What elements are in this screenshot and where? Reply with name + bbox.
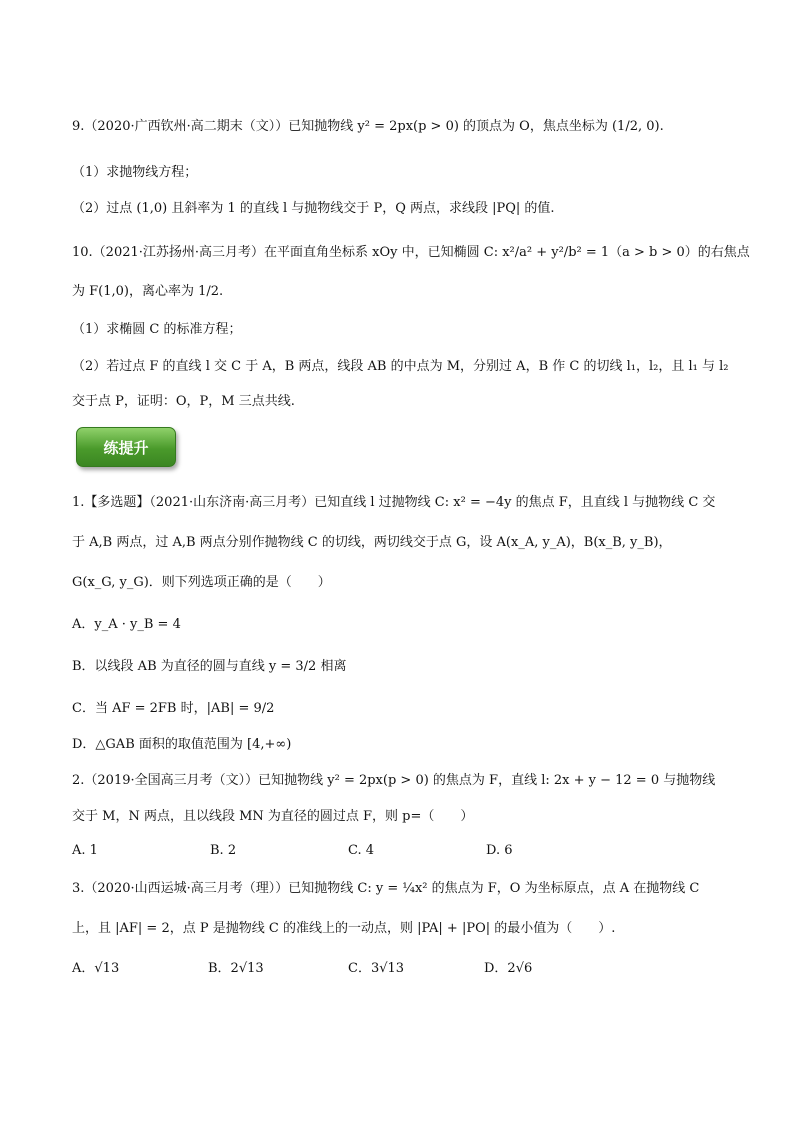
section-badge-label: 练提升 — [103, 438, 149, 457]
problem-3-option-a: A．√13 — [72, 961, 120, 976]
problem-1-option-a: A．y_A · y_B = 4 — [72, 617, 181, 632]
problem-1-option-d: D．△GAB 面积的取值范围为 [4,+∞) — [72, 737, 292, 752]
problem-9-part-1: （1）求抛物线方程； — [72, 165, 198, 180]
problem-3-option-b: B．2√13 — [208, 961, 264, 976]
problem-10-stem: 10.（2021·江苏扬州·高三月考）在平面直角坐标系 xOy 中，已知椭圆 C: x²/a² + y²/b² = 1（a > b > 0）的右焦点 — [72, 245, 750, 260]
problem-2-option-a: A. 1 — [72, 843, 98, 858]
problem-1-option-c: C．当 AF = 2FB 时，|AB| = 9/2 — [72, 701, 275, 716]
problem-3-stem: 3.（2020·山西运城·高三月考（理））已知抛物线 C: y = ¼x² 的焦点为 F，O 为坐标原点，点 A 在抛物线 C — [72, 881, 700, 896]
problem-3-option-d: D．2√6 — [484, 961, 533, 976]
problem-2-stem: 2.（2019·全国高三月考（文））已知抛物线 y² = 2px(p > 0) 的焦点为 F，直线 l: 2x + y − 12 = 0 与抛物线 — [72, 773, 716, 788]
problem-2-option-d: D. 6 — [486, 843, 513, 858]
problem-10-part-2: （2）若过点 F 的直线 l 交 C 于 A，B 两点，线段 AB 的中点为 M，分别过 A，B 作 C 的切线 l₁，l₂，且 l₁ 与 l₂ — [72, 359, 729, 374]
problem-10-stem-cont: 为 F(1,0)，离心率为 1/2. — [72, 284, 224, 299]
problem-2-stem-cont: 交于 M，N 两点，且以线段 MN 为直径的圆过点 F，则 p=（ ） — [72, 809, 474, 824]
problem-10-part-1: （1）求椭圆 C 的标准方程； — [72, 322, 242, 337]
problem-2-option-c: C. 4 — [348, 843, 375, 858]
problem-9-part-2: （2）过点 (1,0) 且斜率为 1 的直线 l 与抛物线交于 P，Q 两点，求线段 |PQ| 的值. — [72, 201, 555, 216]
problem-3-option-c: C．3√13 — [348, 961, 405, 976]
problem-1-stem-cont: 于 A,B 两点，过 A,B 两点分别作抛物线 C 的切线，两切线交于点 G，设 A(x_A, y_A)，B(x_B, y_B)， — [72, 535, 672, 550]
problem-9-stem: 9.（2020·广西钦州·高二期末（文））已知抛物线 y² = 2px(p > 0) 的顶点为 O，焦点坐标为 (1/2, 0). — [72, 119, 664, 134]
problem-3-stem-cont: 上，且 |AF| = 2，点 P 是抛物线 C 的准线上的一动点，则 |PA| + |PO| 的最小值为（ ）. — [72, 921, 616, 936]
section-badge — [76, 427, 176, 467]
problem-10-part-2-cont: 交于点 P，证明：O，P，M 三点共线. — [72, 394, 295, 409]
problem-2-option-b: B. 2 — [210, 843, 237, 858]
problem-1-stem: 1.【多选题】（2021·山东济南·高三月考）已知直线 l 过抛物线 C: x² = −4y 的焦点 F，且直线 l 与抛物线 C 交 — [72, 495, 716, 510]
problem-1-option-b: B．以线段 AB 为直径的圆与直线 y = 3/2 相离 — [72, 659, 347, 674]
problem-1-stem-end: G(x_G, y_G)．则下列选项正确的是（ ） — [72, 575, 331, 590]
problem-3-options — [72, 960, 732, 978]
problem-2-options — [72, 842, 732, 860]
